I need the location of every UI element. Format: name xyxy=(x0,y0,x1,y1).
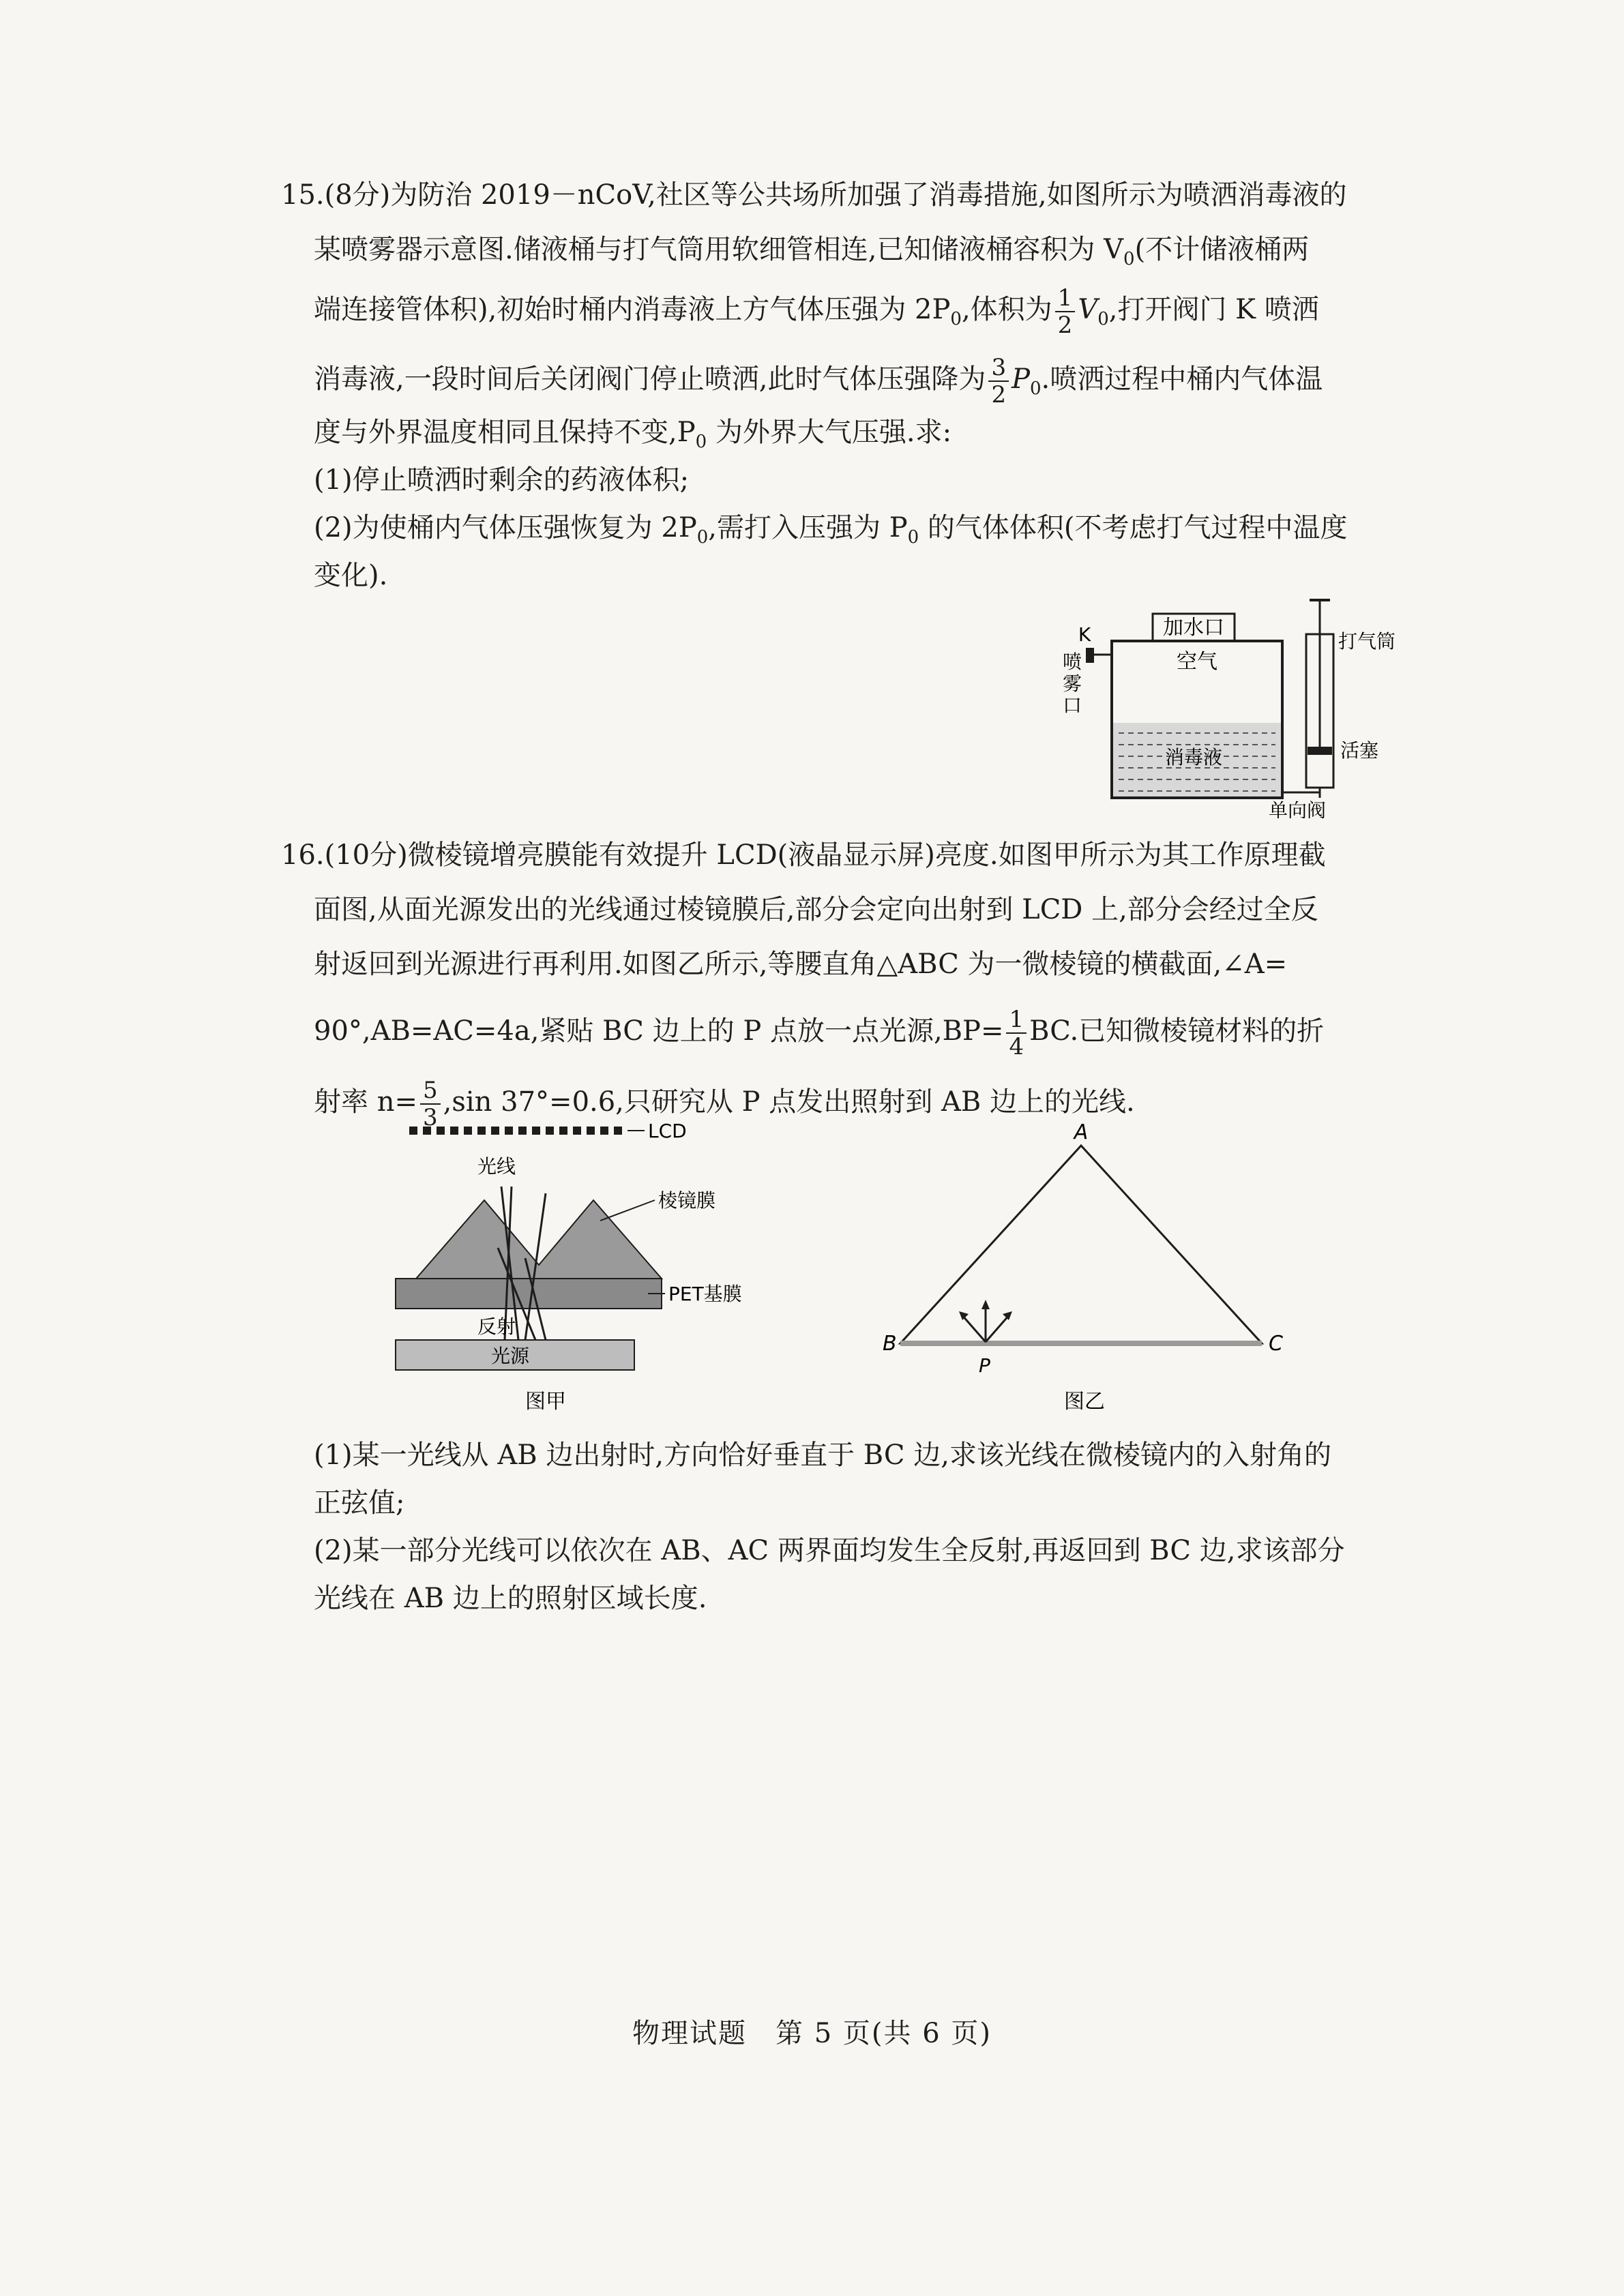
k-label: K xyxy=(1078,623,1091,646)
sprayer-figure xyxy=(1050,593,1419,818)
fraction-quarter: $\frac{1}{4}$ xyxy=(1006,1007,1027,1060)
fraction-five-thirds: $\frac{5}{3}$ xyxy=(420,1077,441,1131)
vertex-c-label: C xyxy=(1269,1332,1283,1356)
lcd-label: LCD xyxy=(648,1120,687,1142)
vertex-a-label: A xyxy=(1074,1120,1089,1144)
page-footer: 物理试题 第 5 页(共 6 页) xyxy=(632,2018,992,2049)
q16-sub1-cont: 正弦值; xyxy=(314,1487,405,1519)
ray-label: 光线 xyxy=(477,1155,516,1178)
piston-label: 活塞 xyxy=(1340,739,1379,762)
inlet-label: 加水口 xyxy=(1163,616,1224,640)
prism-triangle xyxy=(900,1146,1262,1343)
bc-edge xyxy=(900,1341,1262,1346)
q16-line5: 射率 n= $\frac{5}{3}$ ,sin 37°=0.6,只研究从 P 点发出照射到 AB 边上的光线. xyxy=(314,1077,1135,1131)
check-valve-label: 单向阀 xyxy=(1269,799,1327,818)
q16-line4: 90°,AB=AC=4a,紧贴 BC 边上的 P 点放一点光源,BP= $\frac{1}{4}$ BC.已知微棱镜材料的折 xyxy=(314,1006,1325,1060)
q15-line2: 某喷雾器示意图.储液桶与打气筒用软细管相连,已知储液桶容积为 $V_0$(不计储液桶两 xyxy=(314,234,1310,269)
pump-label: 打气筒 xyxy=(1338,630,1396,653)
point-p-label: P xyxy=(979,1354,990,1377)
q16-sub2-cont: 光线在 AB 边上的照射区域长度. xyxy=(314,1583,707,1614)
valve-k-icon xyxy=(1086,648,1094,663)
figure-jia xyxy=(389,1118,771,1418)
reflect-label: 反射 xyxy=(477,1315,516,1338)
q16-line3: 射返回到光源进行再利用.如图乙所示,等腰直角△ABC 为一微棱镜的横截面,∠A= xyxy=(314,949,1288,980)
pet-label: PET基膜 xyxy=(668,1283,742,1305)
nozzle-label-2: 雾 xyxy=(1063,672,1082,695)
q15-sub1: (1)停止喷洒时剩余的药液体积; xyxy=(314,464,690,496)
fraction-half: $\frac{1}{2}$ xyxy=(1055,285,1076,338)
prism-label: 棱镜膜 xyxy=(658,1189,716,1212)
fraction-three-halves: $\frac{3}{2}$ xyxy=(988,355,1009,408)
liquid-label: 消毒液 xyxy=(1164,746,1223,769)
pet-film xyxy=(396,1279,662,1309)
q16-line2: 面图,从面光源发出的光线通过棱镜膜后,部分会定向出射到 LCD 上,部分会经过全反 xyxy=(314,894,1318,925)
air-label: 空气 xyxy=(1177,650,1217,674)
q15-line4: 消毒液,一段时间后关闭阀门停止喷洒,此时气体压强降为 $\frac{3}{2}$ $P_0$.喷洒过程中桶内气体温 xyxy=(314,354,1323,408)
q16-sub1: (1)某一光线从 AB 边出射时,方向恰好垂直于 BC 边,求该光线在微棱镜内的入射角的 xyxy=(314,1440,1331,1471)
figure-yi-caption: 图乙 xyxy=(1064,1390,1105,1414)
q15-line3: 端连接管体积),初始时桶内消毒液上方气体压强为 $2P_0$,体积为 $\frac{1}{2}$ $V_0$,打开阀门 K 喷洒 xyxy=(314,284,1319,339)
q15-line1: 15.(8分)为防治 2019－nCoV,社区等公共场所加强了消毒措施,如图所示为喷洒消毒液的 xyxy=(281,179,1347,211)
nozzle-label-1: 喷 xyxy=(1063,651,1082,673)
q15-line5: 度与外界温度相同且保持不变$,P_0$ 为外界大气压强.求: xyxy=(314,417,952,452)
q15-sub2-cont: 变化). xyxy=(314,560,388,591)
q16-sub2: (2)某一部分光线可以依次在 AB、AC 两界面均发生全反射,再返回到 BC 边,求该部分 xyxy=(314,1535,1345,1566)
piston xyxy=(1308,747,1332,755)
point-source-rays xyxy=(962,1304,1009,1342)
q15-sub2: (2)为使桶内气体压强恢复为 $2P_0$,需打入压强为 $P_0$ 的气体体积(不考虑打气过程中温度 xyxy=(314,512,1348,548)
source-label: 光源 xyxy=(491,1345,530,1367)
nozzle-label-3: 口 xyxy=(1063,694,1082,717)
q16-line1: 16.(10分)微棱镜增亮膜能有效提升 LCD(液晶显示屏)亮度.如图甲所示为其工作原理截 xyxy=(281,839,1326,871)
vertex-b-label: B xyxy=(883,1332,897,1356)
figure-yi xyxy=(873,1118,1296,1425)
figure-jia-caption: 图甲 xyxy=(525,1390,566,1414)
